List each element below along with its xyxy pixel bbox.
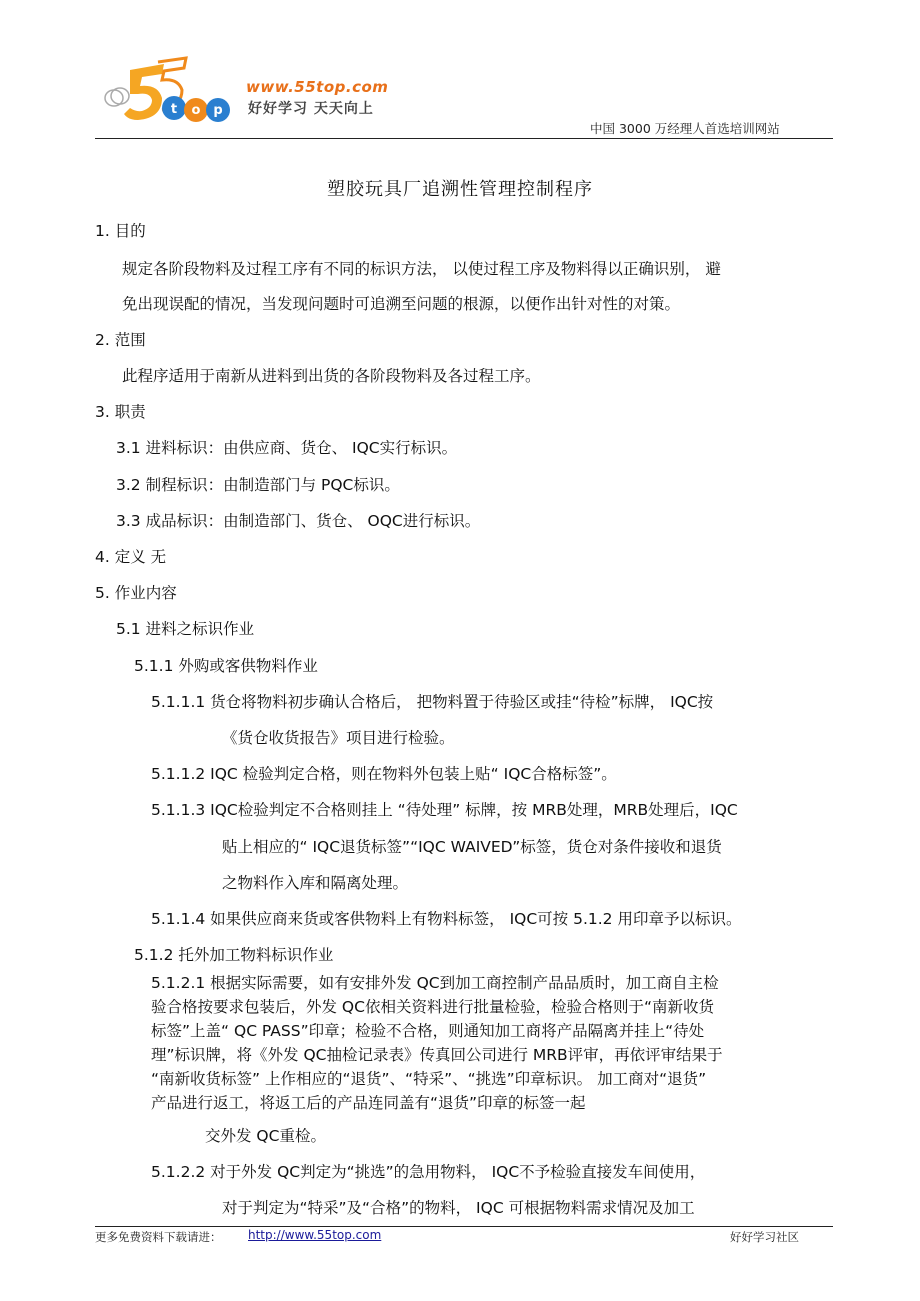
clause-line: 《货仓收货报告》项目进行检验。 — [222, 729, 455, 747]
logo-url[interactable]: www.55top.com — [246, 78, 389, 96]
footer-community: 好好学习社区 — [730, 1230, 799, 1244]
section-heading-scope: 2. 范围 — [95, 331, 146, 349]
list-item: 3.2 制程标识：由制造部门与 PQC标识。 — [116, 476, 400, 494]
site-logo[interactable] — [100, 56, 250, 130]
clause-line: 验合格按要求包装后，外发 QC依相关资料进行批量检验，检验合格则于“南新收货 — [151, 998, 714, 1016]
section-heading-definition: 4. 定义 无 — [95, 548, 167, 566]
clause-line: 理”标识牌，将《外发 QC抽检记录表》传真回公司进行 MRB评审，再依评审结果于 — [151, 1046, 723, 1064]
subsection-heading: 5.1.2 托外加工物料标识作业 — [134, 946, 334, 964]
clause-line: 标签”上盖“ QC PASS”印章；检验不合格，则通知加工商将产品隔离并挂上“待处 — [151, 1022, 705, 1040]
clause-line: 5.1.2.1 根据实际需要，如有安排外发 QC到加工商控制产品品质时，加工商自主检 — [151, 974, 719, 992]
clause-line: 交外发 QC重检。 — [205, 1127, 326, 1145]
list-item: 3.1 进料标识：由供应商、货仓、 IQC实行标识。 — [116, 439, 458, 457]
section-heading-operation: 5. 作业内容 — [95, 584, 177, 602]
clause-line: “南新收货标签” 上作相应的“退货”、“特采”、“挑选”印章标识。 加工商对“退货” — [151, 1070, 707, 1088]
document-title: 塑胶玩具厂追溯性管理控制程序 — [327, 179, 593, 200]
header-tagline: 中国 3000 万经理人首选培训网站 — [590, 121, 780, 136]
subsection-heading: 5.1.1 外购或客供物料作业 — [134, 657, 318, 675]
clause-line: 5.1.1.1 货仓将物料初步确认合格后， 把物料置于待验区或挂“待检”标牌， IQC按 — [151, 693, 714, 711]
subsection-heading: 5.1 进料之标识作业 — [116, 620, 255, 638]
clause-line: 对于判定为“特采”及“合格”的物料， IQC 可根据物料需求情况及加工 — [222, 1199, 695, 1217]
footer-download-text: 更多免费资料下载请进： — [95, 1230, 222, 1244]
clause-line: 5.1.1.2 IQC 检验判定合格，则在物料外包装上贴“ IQC合格标签”。 — [151, 765, 617, 783]
paragraph-line: 规定各阶段物料及过程工序有不同的标识方法， 以使过程工序及物料得以正确识别， 避 — [122, 260, 721, 278]
header-divider — [95, 138, 833, 139]
list-item: 3.3 成品标识：由制造部门、货仓、 OQC进行标识。 — [116, 512, 481, 530]
svg-text:p: p — [213, 103, 223, 118]
svg-text:o: o — [191, 103, 201, 118]
clause-line: 5.1.1.3 IQC检验判定不合格则挂上 “待处理” 标牌，按 MRB处理，MRB处理后，IQC — [151, 801, 738, 819]
section-heading-responsibility: 3. 职责 — [95, 403, 146, 421]
section-heading-purpose: 1. 目的 — [95, 222, 146, 240]
footer-divider — [95, 1226, 833, 1227]
clause-line: 5.1.2.2 对于外发 QC判定为“挑选”的急用物料， IQC不予检验直接发车间使用， — [151, 1163, 706, 1181]
clause-line: 贴上相应的“ IQC退货标签”“IQC WAIVED”标签，货仓对条件接收和退货 — [222, 838, 722, 856]
footer-link[interactable]: http://www.55top.com — [248, 1228, 382, 1242]
clause-line: 之物料作入库和隔离处理。 — [222, 874, 409, 892]
svg-text:t: t — [170, 102, 178, 117]
clause-line: 产品进行返工，将返工后的产品连同盖有“退货”印章的标签一起 — [151, 1094, 586, 1112]
logo-graphic — [100, 56, 250, 130]
paragraph-line: 此程序适用于南新从进料到出货的各阶段物料及各过程工序。 — [122, 367, 541, 385]
logo-slogan: 好好学习 天天向上 — [248, 101, 374, 117]
clause-line: 5.1.1.4 如果供应商来货或客供物料上有物料标签， IQC可按 5.1.2 用印章予以标识。 — [151, 910, 742, 928]
paragraph-line: 免出现误配的情况，当发现问题时可追溯至问题的根源，以便作出针对性的对策。 — [122, 295, 681, 313]
